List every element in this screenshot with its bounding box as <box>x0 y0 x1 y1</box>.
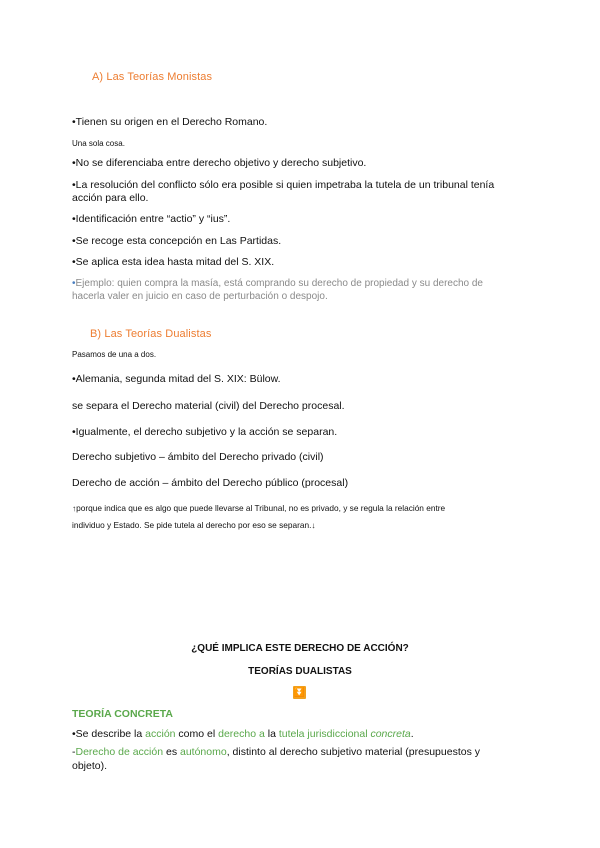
text-segment: - <box>72 746 76 758</box>
highlight-accion: acción <box>145 728 176 740</box>
list-item: •La resolución del conflicto sólo era posible si quien impetraba la tutela de un tribunal tenía <box>72 179 495 191</box>
text-segment: es <box>163 746 180 758</box>
example-line <box>72 277 483 290</box>
teoria-concreta-title: TEORÍA CONCRETA <box>72 708 173 720</box>
highlight-concreta: concreta <box>370 728 411 740</box>
list-item: Derecho de acción – ámbito del Derecho público (procesal) <box>72 477 349 489</box>
concreta-line-3: objeto). <box>72 760 108 772</box>
section-c-heading: ¿QUÉ IMPLICA ESTE DERECHO DE ACCIÓN? <box>191 643 409 654</box>
list-item: •No se diferenciaba entre derecho objetivo y derecho subjetivo. <box>72 157 367 169</box>
list-item: •Tienen su origen en el Derecho Romano. <box>72 116 268 128</box>
list-item: •Identificación entre “actio” y “ius”. <box>72 213 231 225</box>
example-text: Ejemplo: quien compra la masía, está comprando su derecho de propiedad y su derecho de <box>75 278 483 289</box>
text-segment: . <box>410 728 414 740</box>
section-b-title: B) Las Teorías Dualistas <box>90 328 212 340</box>
note-line: ↑porque indica que es algo que puede llevarse al Tribunal, no es privado, y se regula la relación entre <box>72 503 446 513</box>
list-item: Una sola cosa. <box>72 139 125 148</box>
list-item: se separa el Derecho material (civil) del Derecho procesal. <box>72 400 345 412</box>
list-item: •Alemania, segunda mitad del S. XIX: Bülow. <box>72 373 281 385</box>
list-item: Derecho subjetivo – ámbito del Derecho privado (civil) <box>72 451 324 463</box>
list-item: •Igualmente, el derecho subjetivo y la acción se separan. <box>72 426 338 438</box>
text-segment: •Se describe la <box>72 728 146 740</box>
highlight-tutela: tutela jurisdiccional <box>278 728 368 740</box>
highlight-derecho-accion: Derecho de acción <box>75 746 164 758</box>
example-bullet: • <box>72 278 76 289</box>
text-segment: , distinto al derecho subjetivo material (presupuestos y <box>226 746 481 758</box>
concreta-line-1 <box>72 728 414 741</box>
concreta-line-2 <box>72 746 480 759</box>
section-a-title: A) Las Teorías Monistas <box>92 71 213 83</box>
highlight-derecho: derecho a <box>218 728 265 740</box>
list-item: Pasamos de una a dos. <box>72 350 157 359</box>
highlight-autonomo: autónomo <box>180 746 227 758</box>
note-line-2: individuo y Estado. Se pide tutela al derecho por eso se separan.↓ <box>72 520 316 530</box>
text-segment: la <box>264 728 279 740</box>
example-line-2: hacerla valer en juicio en caso de perturbación o despojo. <box>72 291 328 302</box>
list-item: •Se aplica esta idea hasta mitad del S. XIX. <box>72 256 275 268</box>
text-segment: como el <box>175 728 219 740</box>
list-item: •Se recoge esta concepción en Las Partidas. <box>72 235 282 247</box>
list-item: acción para ello. <box>72 192 149 204</box>
double-down-arrow-icon: ⏬ <box>293 687 306 697</box>
section-c-subheading: TEORÍAS DUALISTAS <box>248 666 352 677</box>
